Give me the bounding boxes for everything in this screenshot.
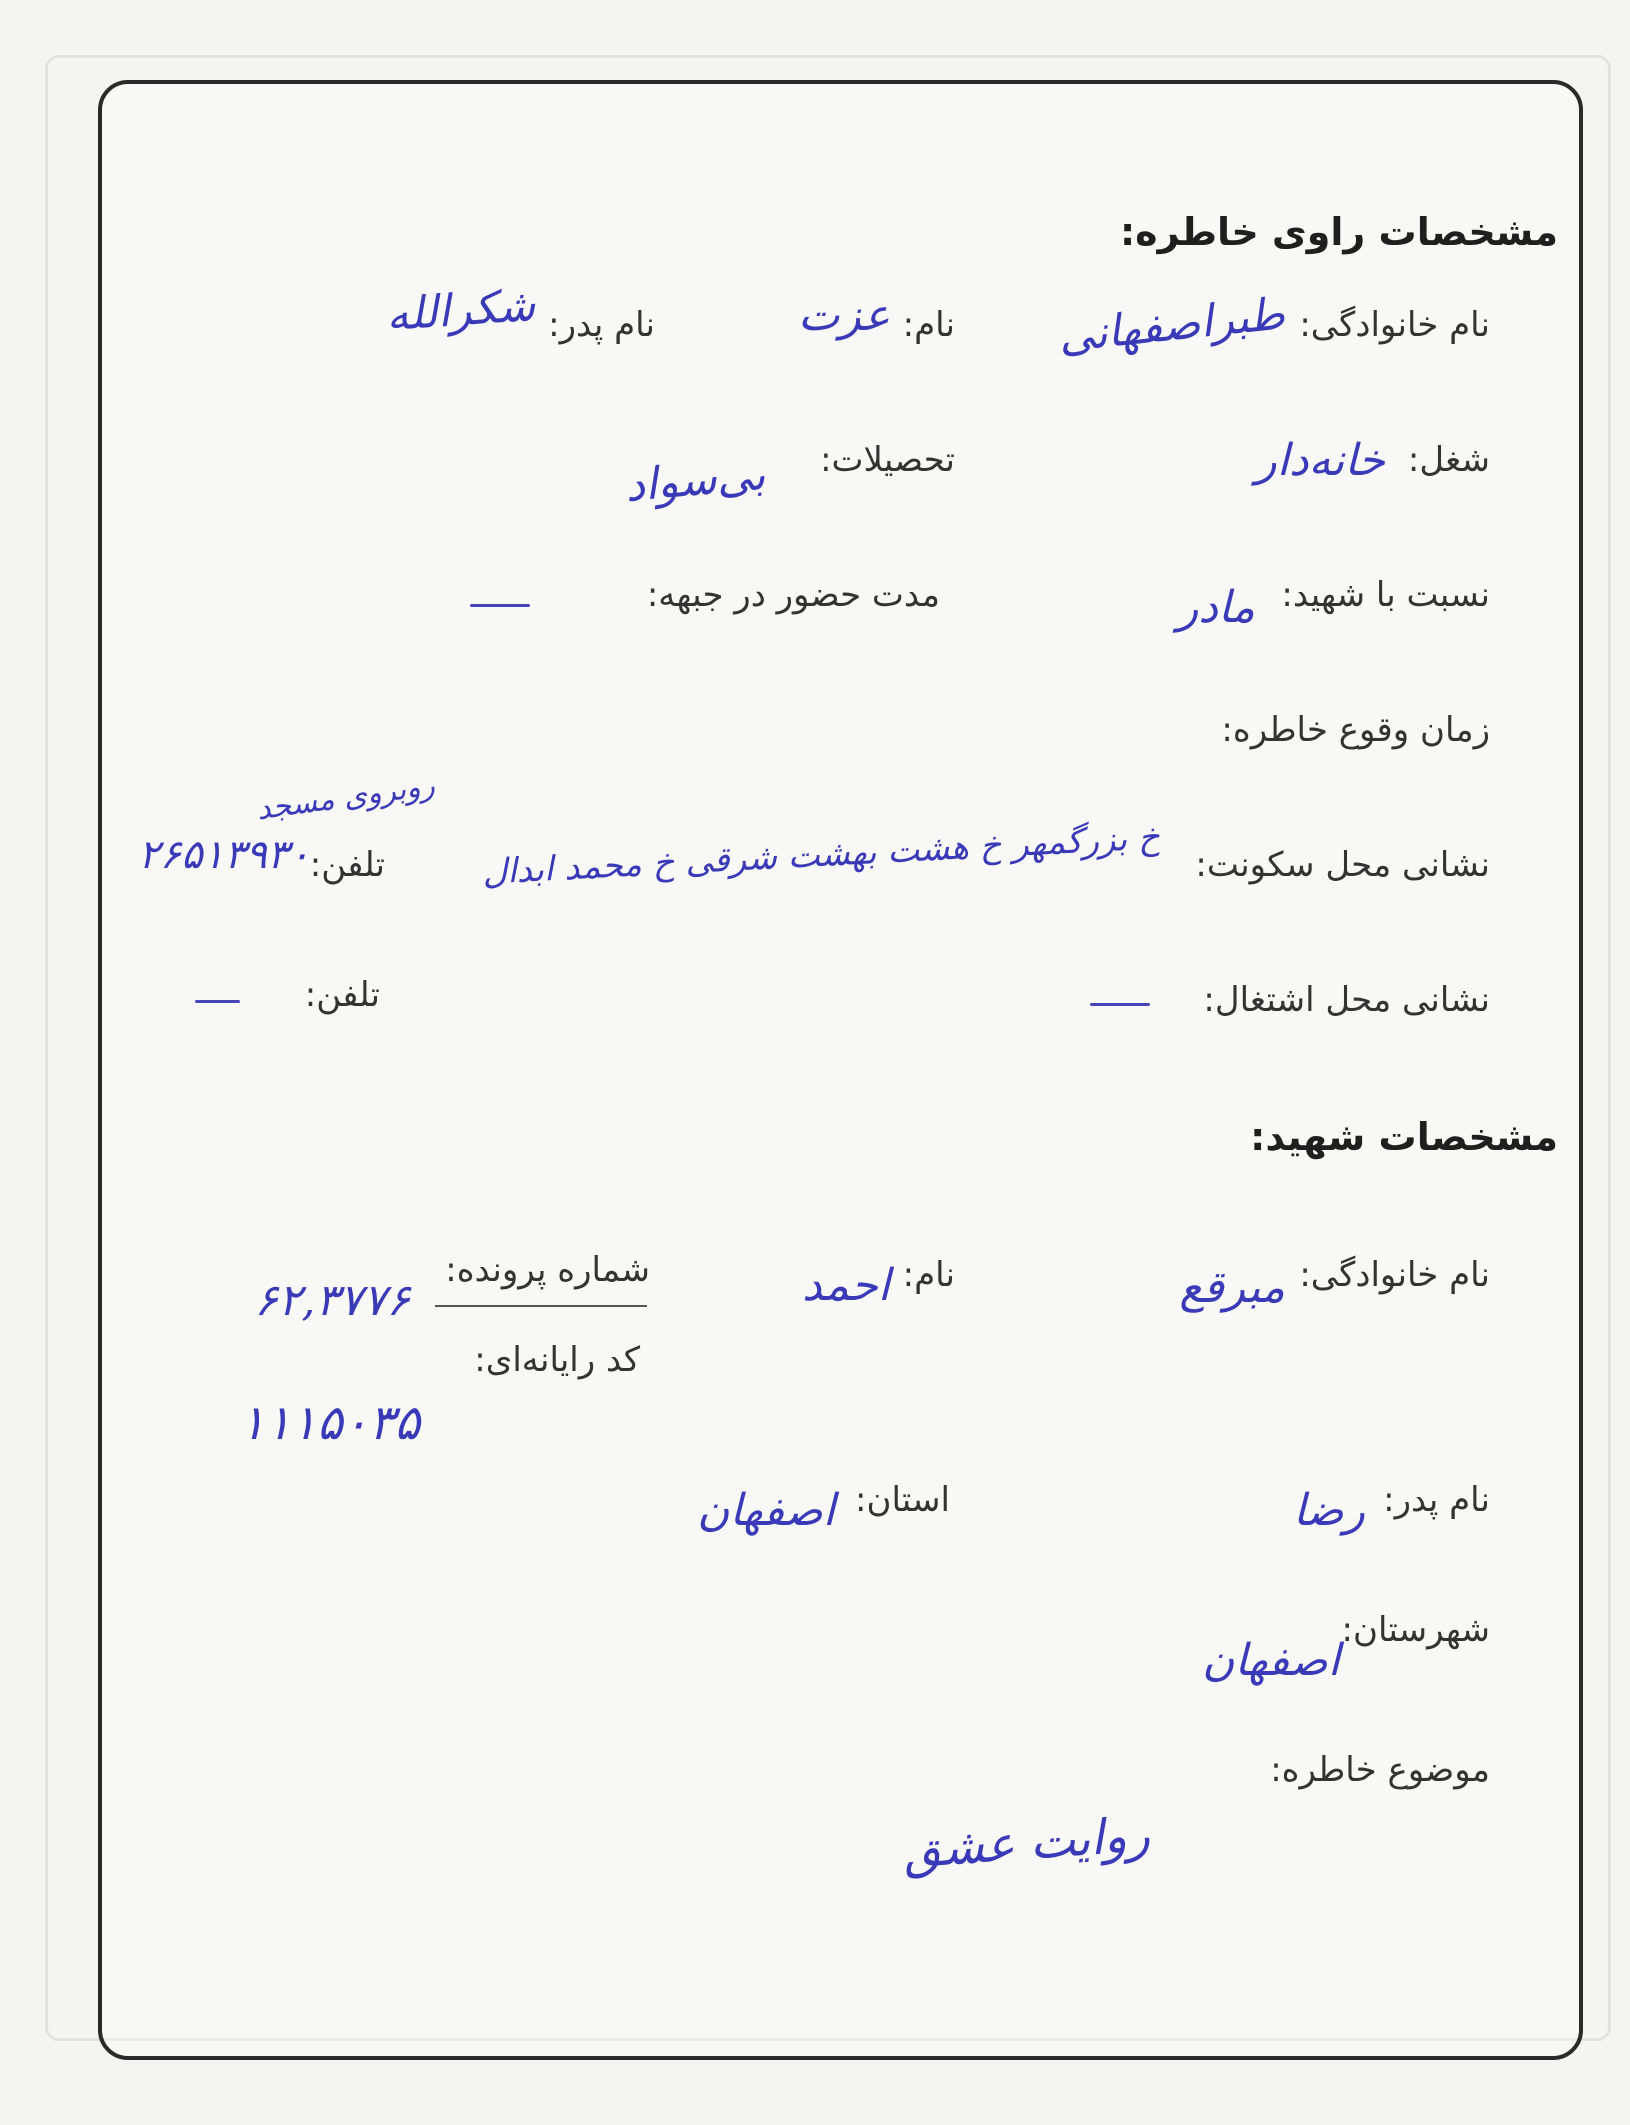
narrator-family-value: طبراصفهانی	[1055, 288, 1288, 363]
narrator-father-value: شکرالله	[384, 279, 537, 342]
narrator-work-phone-label: تلفن:	[304, 975, 380, 1015]
martyr-heading: مشخصات شهید:	[1250, 1115, 1558, 1159]
martyr-file-value: ۶۲,۳۷۷۶	[254, 1275, 410, 1326]
narrator-relation-label: نسبت با شهید:	[1281, 575, 1490, 615]
narrator-phone-label: تلفن:	[309, 845, 385, 885]
martyr-province-label: استان:	[855, 1480, 950, 1520]
narrator-time-label: زمان وقوع خاطره:	[1221, 710, 1490, 750]
martyr-family-value: مبرقع	[1179, 1262, 1285, 1313]
narrator-father-label: نام پدر:	[548, 305, 655, 345]
narrator-job-value: خانه‌دار	[1255, 435, 1385, 486]
martyr-name-label: نام:	[902, 1255, 955, 1295]
martyr-father-label: نام پدر:	[1383, 1480, 1490, 1520]
martyr-father-value: رضا	[1292, 1485, 1365, 1536]
narrator-front-label: مدت حضور در جبهه:	[646, 575, 940, 615]
narrator-phone-value: ۲۶۵۱۳۹۳۰	[138, 832, 310, 878]
narrator-work-phone-empty-dash	[195, 1000, 240, 1003]
narrator-work-label: نشانی محل اشتغال:	[1203, 980, 1490, 1020]
narrator-family-label: نام خانوادگی:	[1299, 305, 1490, 345]
narrator-address-value: خ بزرگمهر خ هشت بهشت شرقی خ محمد ابدال	[481, 817, 1161, 893]
martyr-name-value: احمد	[802, 1260, 890, 1311]
martyr-city-label: شهرستان:	[1341, 1610, 1490, 1650]
martyr-file-label: شماره پرونده:	[445, 1250, 650, 1290]
narrator-front-empty-dash	[470, 604, 530, 607]
narrator-education-value: بی‌سواد	[622, 448, 767, 513]
narrator-address-label: نشانی محل سکونت:	[1195, 845, 1490, 885]
narrator-name-value: عزت	[798, 290, 890, 341]
narrator-name-label: نام:	[902, 305, 955, 345]
martyr-family-label: نام خانوادگی:	[1299, 1255, 1490, 1295]
martyr-province-value: اصفهان	[697, 1485, 835, 1536]
martyr-code-label: کد رایانه‌ای:	[474, 1340, 640, 1380]
narrator-work-empty-dash	[1090, 1003, 1150, 1006]
martyr-city-value: اصفهان	[1202, 1635, 1340, 1686]
narrator-heading: مشخصات راوی خاطره:	[1119, 210, 1558, 254]
narrator-relation-value: مادر	[1177, 582, 1255, 633]
martyr-topic-value: روایت عشق	[901, 1806, 1152, 1880]
martyr-topic-label: موضوع خاطره:	[1270, 1750, 1490, 1790]
martyr-code-value: ۱۱۱۵۰۳۵	[239, 1395, 420, 1451]
narrator-education-label: تحصیلات:	[820, 440, 955, 480]
narrator-address-note: روبروی مسجد	[254, 767, 437, 828]
martyr-file-underline	[435, 1305, 647, 1307]
narrator-job-label: شغل:	[1407, 440, 1490, 480]
